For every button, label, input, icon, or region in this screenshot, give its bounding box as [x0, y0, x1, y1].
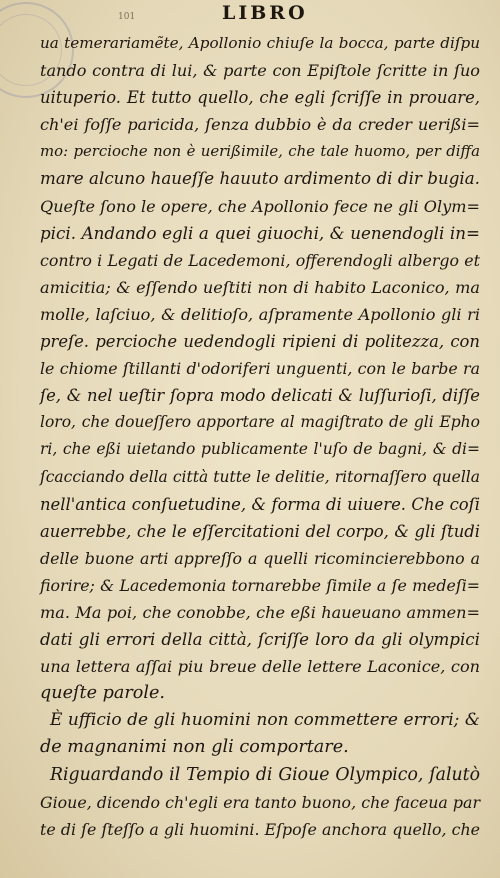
text-body — [40, 30, 480, 843]
text-line: È ufficio de gli huomini non commettere errori; & — [50, 710, 480, 731]
text-line: ch'ei foſſe paricida, ſenza dubbio è da creder uerißi= — [40, 115, 480, 135]
text-line: ma. Ma poi, che conobbe, che eßi haueuano ammen= — [40, 602, 480, 622]
text-line: delle buone arti appreſſo a quelli ricomincierebbono a — [40, 548, 480, 568]
page-number: 101 — [118, 12, 136, 22]
text-line: mo: percioche non è uerißimile, che tale huomo, per diffa — [40, 142, 480, 161]
text-line: uituperio. Et tutto quello, che egli ſcriſſe in prouare, — [40, 88, 480, 108]
text-line: Riguardando il Tempio di Gioue Olympico, ſalutò — [50, 764, 480, 785]
text-line: auerrebbe, che le eſſercitationi del corpo, & gli ſtudi — [40, 521, 480, 541]
text-line: ua temerariamẽte, Apollonio chiuſe la bocca, parte diſpu — [40, 34, 480, 52]
text-line: Queſte ſono le opere, che Apollonio fece ne gli Olym= — [40, 196, 480, 216]
running-header — [0, 2, 500, 30]
text-line: amicitia; & eſſendo ueſtiti non di habito Laconico, ma — [40, 277, 480, 297]
text-line: nell'antica conſuetudine, & forma di uiuere. Che coſi — [40, 494, 480, 514]
text-line: le chiome ſtillanti d'odoriferi unguenti, con le barbe ra — [40, 359, 480, 379]
text-line: loro, che doueſſero apportare al magiſtrato de gli Epho — [40, 413, 480, 432]
text-line: ri, che eßi uietando publicamente l'uſo de bagni, & di= — [40, 440, 480, 459]
text-line: de magnanimi non gli comportare. — [40, 737, 349, 758]
text-line: te di ſe ſteſſo a gli huomini. Eſpoſe anchora quello, che — [40, 819, 480, 839]
text-line: tando contra di lui, & parte con Epiſtole ſcritte in ſuo — [40, 61, 480, 81]
text-line: una lettera aſſai piu breue delle lettere Laconice, con — [40, 657, 480, 677]
text-line: queſte parole. — [40, 683, 165, 704]
text-line: mare alcuno haueſſe hauuto ardimento di dir bugia. — [40, 168, 480, 189]
text-line: contro i Legati de Lacedemoni, offerendogli albergo et — [40, 250, 480, 270]
text-line: ſe, & nel ueſtir ſopra modo delicati & luſſurioſi, diſſe — [40, 386, 480, 406]
text-line: Gioue, dicendo ch'egli era tanto buono, che faceua par — [40, 792, 480, 812]
header-title: LIBRO — [222, 2, 308, 24]
text-line: preſe. percioche uedendogli ripieni di politezza, con — [40, 332, 480, 352]
text-line: dati gli errori della città, ſcriſſe loro da gli olympici — [40, 629, 480, 650]
text-line: molle, laſciuo, & delitioſo, aſpramente Apollonio gli ri — [40, 304, 480, 324]
text-line: pici. Andando egli a quei giuochi, & uenendogli in= — [40, 222, 480, 243]
text-line: fiorire; & Lacedemonia tornarebbe ſimile a ſe medeſi= — [40, 575, 480, 595]
text-line: ſcacciando della città tutte le delitie, ritornaſſero quella — [40, 467, 480, 486]
